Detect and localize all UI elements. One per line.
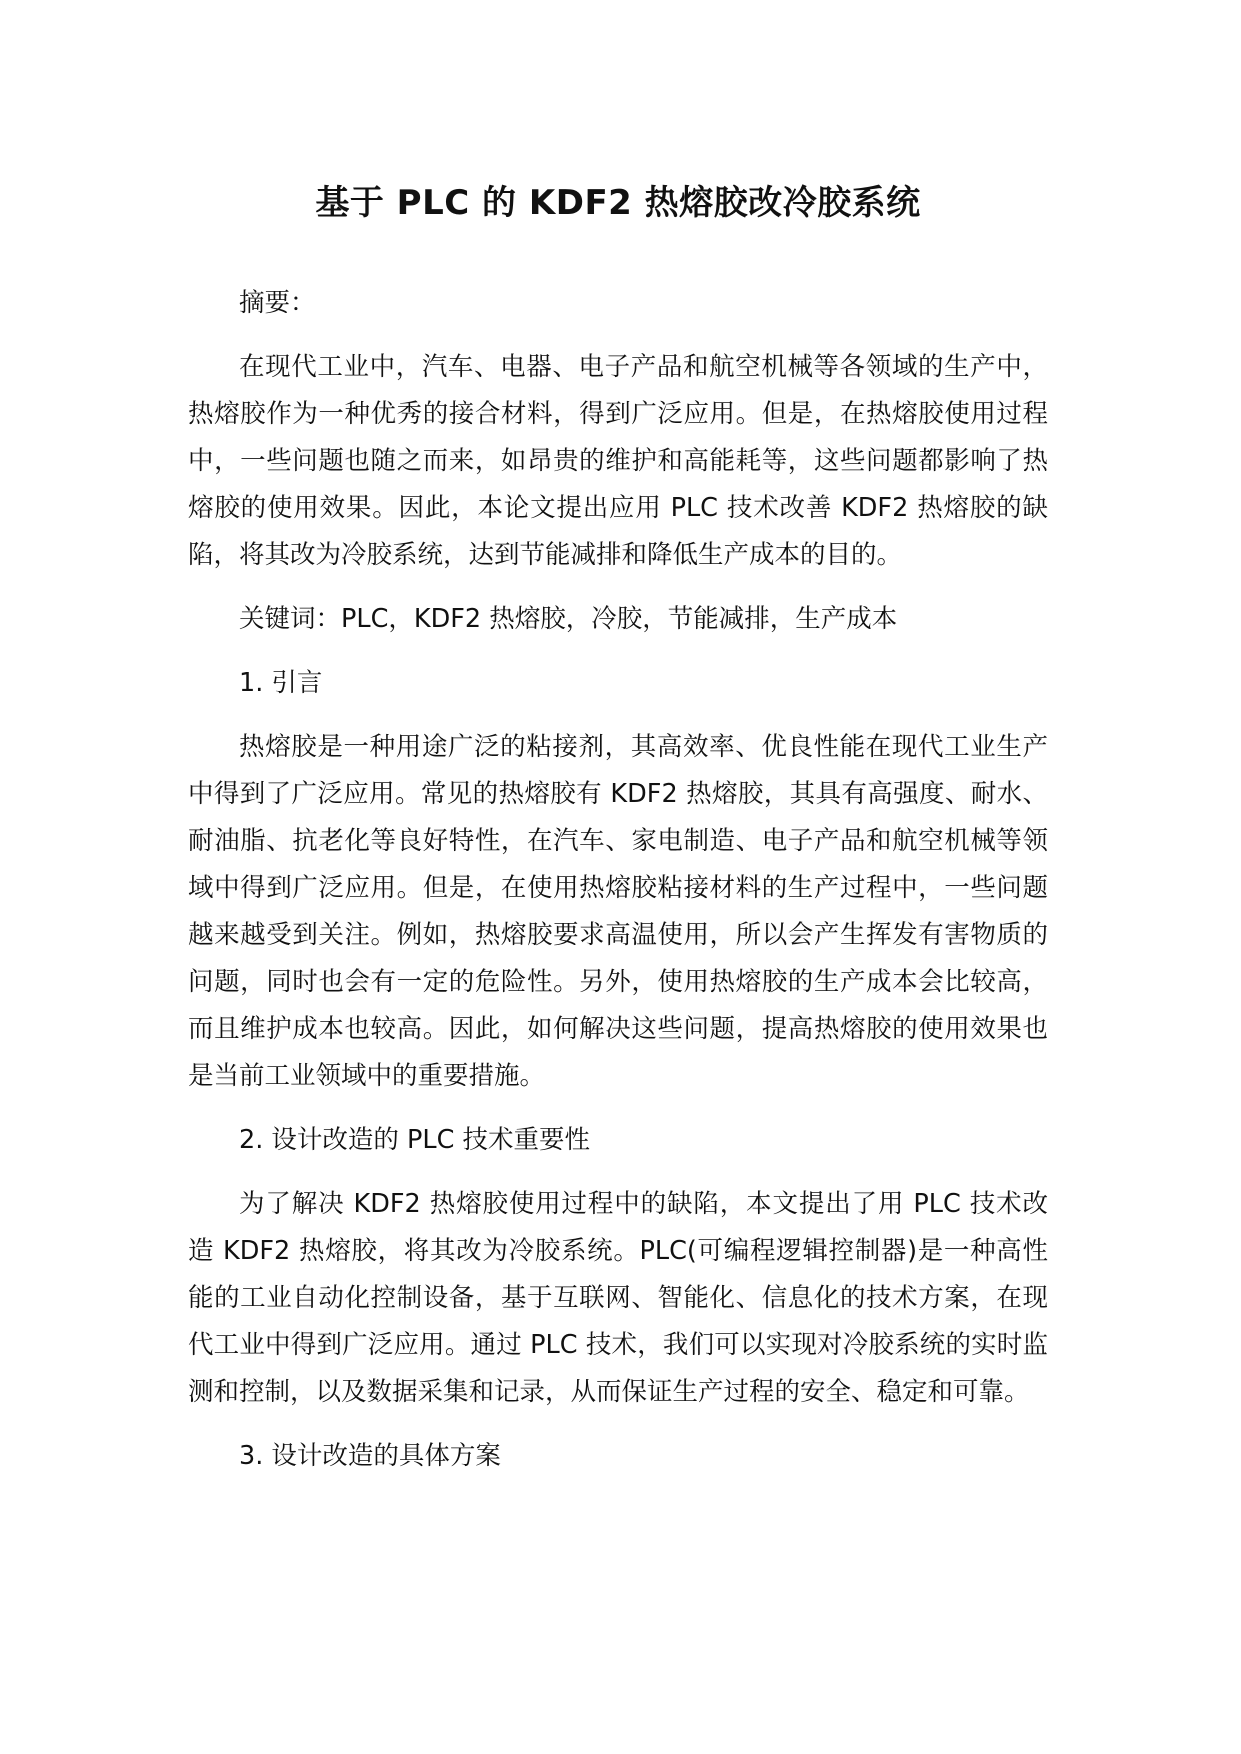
document-title: 基于 PLC 的 KDF2 热熔胶改冷胶系统 <box>315 183 921 223</box>
abstract-label: 摘要： <box>239 288 316 318</box>
abstract-paragraph: 在现代工业中，汽车、电器、电子产品和航空机械等各领域的生产中，热熔胶作为一种优秀的接合材料，得到广泛应用。但是，在热熔胶使用过程中，一些问题也随之而来，如昂贵的维护和高能耗等，这些问题都影响了热熔胶的使用效果。因此，本论文提出应用 PLC 技术改善 KDF2 热熔胶的缺陷，将其改为冷胶系统，达到节能减排和降低生产成本的目的。 <box>188 352 1048 570</box>
section-paragraph: 为了解决 KDF2 热熔胶使用过程中的缺陷，本文提出了用 PLC 技术改造 KDF2 热熔胶，将其改为冷胶系统。PLC(可编程逻辑控制器)是一种高性能的工业自动化控制设备，基于互联网、智能化、信息化的技术方案，在现代工业中得到广泛应用。通过 PLC 技术，我们可以实现对冷胶系统的实时监测和控制，以及数据采集和记录，从而保证生产过程的安全、稳定和可靠。 <box>188 1189 1048 1407</box>
section-heading: 1. 引言 <box>239 668 323 698</box>
section-heading: 3. 设计改造的具体方案 <box>239 1441 501 1471</box>
keywords-line: 关键词：PLC，KDF2 热熔胶，冷胶，节能减排，生产成本 <box>239 604 898 634</box>
section-paragraph: 热熔胶是一种用途广泛的粘接剂，其高效率、优良性能在现代工业生产中得到了广泛应用。常见的热熔胶有 KDF2 热熔胶，其具有高强度、耐水、耐油脂、抗老化等良好特性，在汽车、家电制造、电子产品和航空机械等领域中得到广泛应用。但是，在使用热熔胶粘接材料的生产过程中，一些问题越来越受到关注。例如，热熔胶要求高温使用，所以会产生挥发有害物质的问题，同时也会有一定的危险性。另外，使用热熔胶的生产成本会比较高，而且维护成本也较高。因此，如何解决这些问题，提高热熔胶的使用效果也是当前工业领域中的重要措施。 <box>188 732 1048 1091</box>
section-heading: 2. 设计改造的 PLC 技术重要性 <box>239 1125 591 1155</box>
document-content <box>188 178 1048 1497</box>
